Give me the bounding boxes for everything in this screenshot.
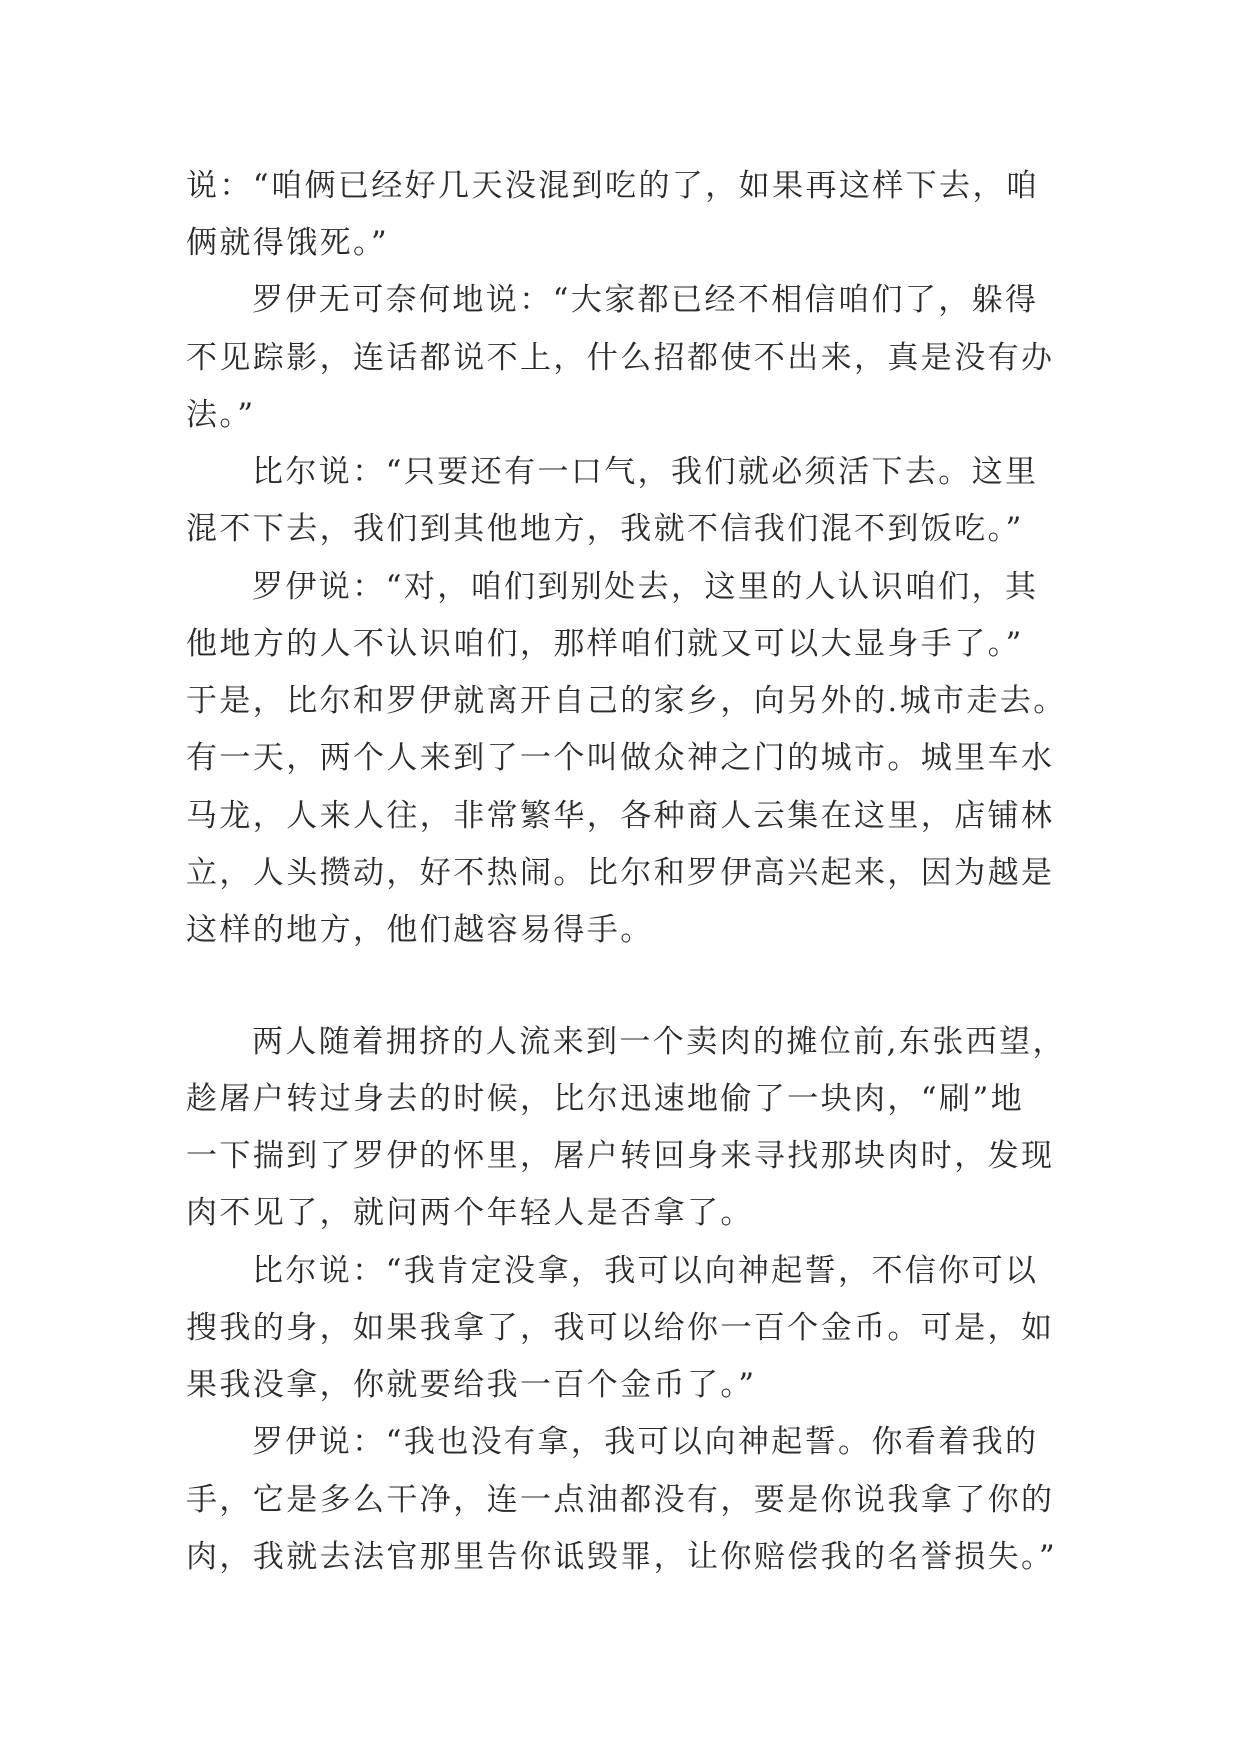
text-line: 马龙，人来人往，非常繁华，各种商人云集在这里，店铺林 (186, 798, 1055, 834)
text-line: 立，人头攒动，好不热闹。比尔和罗伊高兴起来，因为越是 (186, 855, 1055, 891)
text-line: 不见踪影，连话都说不上，什么招都使不出来，真是没有办 (186, 340, 1055, 376)
text-line: 有一天，两个人来到了一个叫做众神之门的城市。城里车水 (186, 740, 1055, 776)
text-line: 罗伊说：“对，咱们到别处去，这里的人认识咱们，其 (252, 569, 1039, 605)
text-line: 比尔说：“我肯定没拿，我可以向神起誓，不信你可以 (252, 1253, 1039, 1289)
text-line: 法。” (186, 397, 256, 433)
text-line: 比尔说：“只要还有一口气，我们就必须活下去。这里 (252, 454, 1039, 490)
text-line: 他地方的人不认识咱们，那样咱们就又可以大显身手了。” (186, 626, 1024, 662)
text-line: 于是，比尔和罗伊就离开自己的家乡，向另外的.城市走去。 (186, 683, 1067, 719)
text-line: 罗伊无可奈何地说：“大家都已经不相信咱们了，躲得 (252, 282, 1039, 318)
text-line: 搜我的身，如果我拿了，我可以给你一百个金币。可是，如 (186, 1310, 1055, 1346)
text-line: 手，它是多么干净，连一点油都没有，要是你说我拿了你的 (186, 1482, 1055, 1518)
text-line: 趁屠户转过身去的时候，比尔迅速地偷了一块肉，“刷”地 (186, 1081, 1025, 1117)
text-line: 混不下去，我们到其他地方，我就不信我们混不到饭吃。” (186, 511, 1024, 547)
text-line: 果我没拿，你就要给我一百个金币了。” (186, 1367, 757, 1403)
text-line: 罗伊说：“我也没有拿，我可以向神起誓。你看着我的 (252, 1424, 1039, 1460)
text-line: 俩就得饿死。” (186, 225, 390, 261)
text-line: 肉，我就去法官那里告你诋毁罪，让你赔偿我的名誉损失。” (186, 1539, 1058, 1575)
text-line: 说：“咱俩已经好几天没混到吃的了，如果再这样下去，咱 (186, 168, 1040, 204)
text-line: 两人随着拥挤的人流来到一个卖肉的摊位前,东张西望， (252, 1024, 1066, 1060)
text-line: 这样的地方，他们越容易得手。 (186, 912, 654, 948)
text-line: 一下揣到了罗伊的怀里，屠户转回身来寻找那块肉时，发现 (186, 1138, 1055, 1174)
text-line: 肉不见了，就问两个年轻人是否拿了。 (186, 1195, 754, 1231)
